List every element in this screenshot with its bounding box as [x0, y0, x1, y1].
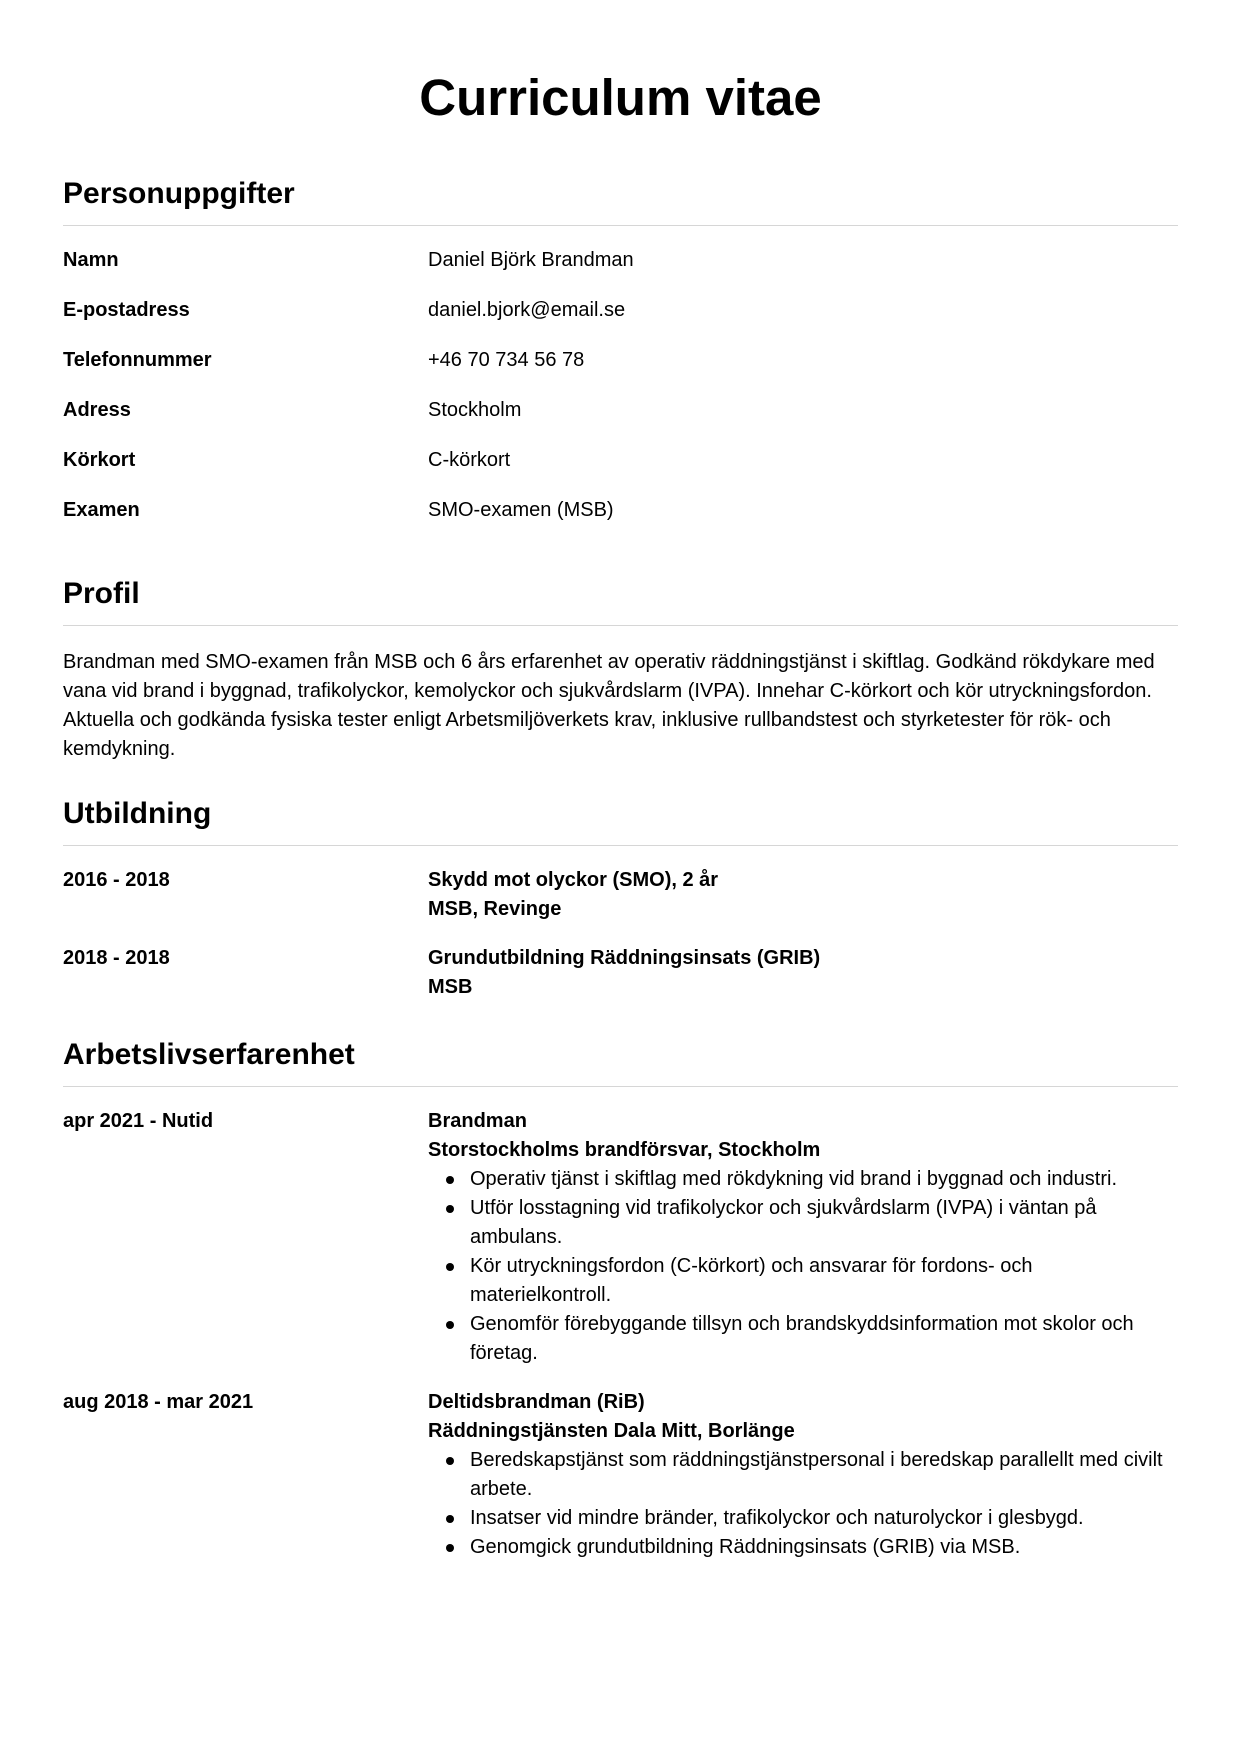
entry-bullet-list [428, 1446, 1178, 1562]
education-section [63, 796, 1178, 1002]
personal-row-phone [63, 346, 1178, 396]
entry-title: Skydd mot olyckor (SMO), 2 år [428, 869, 719, 891]
bullet-item [428, 1165, 1178, 1194]
bullet-text: Beredskapstjänst som räddningstjänstpersonal i beredskap parallellt med civilt arbete. [470, 1449, 1163, 1500]
profile-text: Brandman med SMO-examen från MSB och 6 års erfarenhet av operativ räddningstjänst i skiftlag. Godkänd rökdykare med vana vid brand i byggnad, trafikolyckor, kemolyckor och sjukvårdslarm (IVPA). Innehar C-körkort och kör utryckningsfordon. Aktuella och godkända fysiska tester enligt Arbetsmiljöverkets krav, inklusive rullbandstest och styrketester för rök- och kemdykning. [63, 651, 1155, 760]
personal-info-heading: Personuppgifter [63, 176, 1178, 226]
bullet-icon [446, 1457, 454, 1465]
kv-label: Examen [63, 499, 140, 521]
bullet-text: Utför losstagning vid trafikolyckor och sjukvårdslarm (IVPA) i väntan på ambulans. [470, 1197, 1097, 1248]
experience-entry [63, 1388, 1178, 1562]
bullet-item [428, 1446, 1178, 1504]
bullet-icon [446, 1544, 454, 1552]
kv-label: Adress [63, 399, 131, 421]
bullet-text: Genomgick grundutbildning Räddningsinsats (GRIB) via MSB. [470, 1536, 1021, 1558]
entry-org: MSB, Revinge [428, 898, 562, 920]
entry-date: aug 2018 - mar 2021 [63, 1391, 254, 1413]
personal-row-address [63, 396, 1178, 446]
education-heading: Utbildning [63, 796, 1178, 846]
bullet-icon [446, 1176, 454, 1184]
bullet-icon [446, 1263, 454, 1271]
experience-heading: Arbetslivserfarenhet [63, 1037, 1178, 1087]
entry-date: 2016 - 2018 [63, 869, 170, 891]
entry-title: Grundutbildning Räddningsinsats (GRIB) [428, 947, 821, 969]
profile-heading: Profil [63, 576, 1178, 626]
kv-value: Daniel Björk Brandman [428, 249, 634, 271]
kv-value: daniel.bjork@email.se [428, 299, 626, 321]
bullet-text: Operativ tjänst i skiftlag med rökdykning vid brand i byggnad och industri. [470, 1168, 1118, 1190]
personal-row-license [63, 446, 1178, 496]
bullet-text: Insatser vid mindre bränder, trafikolyckor och naturolyckor i glesbygd. [470, 1507, 1084, 1529]
personal-info-list [63, 226, 1178, 546]
entry-body [428, 944, 1178, 1002]
entry-bullet-list [428, 1165, 1178, 1368]
kv-label: Körkort [63, 449, 136, 471]
bullet-item [428, 1252, 1178, 1310]
kv-value: SMO-examen (MSB) [428, 499, 614, 521]
profile-section [63, 576, 1178, 764]
entry-body [428, 1107, 1178, 1368]
kv-value: +46 70 734 56 78 [428, 349, 585, 371]
entry-body [428, 866, 1178, 924]
personal-info-section [63, 176, 1178, 546]
education-entry [63, 866, 1178, 924]
kv-value: C-körkort [428, 449, 511, 471]
entry-title: Brandman [428, 1110, 527, 1132]
entry-body [428, 1388, 1178, 1562]
experience-section [63, 1037, 1178, 1562]
entry-org: Räddningstjänsten Dala Mitt, Borlänge [428, 1420, 795, 1442]
kv-label: E-postadress [63, 299, 190, 321]
entry-date: apr 2021 - Nutid [63, 1110, 214, 1132]
personal-row-name [63, 246, 1178, 296]
entry-title: Deltidsbrandman (RiB) [428, 1391, 645, 1413]
personal-row-exam [63, 496, 1178, 546]
bullet-item [428, 1504, 1178, 1533]
personal-row-email [63, 296, 1178, 346]
document-title: Curriculum vitae [419, 69, 822, 126]
bullet-text: Genomför förebyggande tillsyn och brandskyddsinformation mot skolor och företag. [470, 1313, 1134, 1364]
bullet-item [428, 1533, 1178, 1562]
kv-value: Stockholm [428, 399, 522, 421]
experience-entry [63, 1107, 1178, 1368]
bullet-icon [446, 1321, 454, 1329]
entry-org: Storstockholms brandförsvar, Stockholm [428, 1139, 821, 1161]
bullet-item [428, 1194, 1178, 1252]
bullet-icon [446, 1205, 454, 1213]
bullet-icon [446, 1515, 454, 1523]
entry-org: MSB [428, 976, 473, 998]
education-entry [63, 944, 1178, 1002]
kv-label: Telefonnummer [63, 349, 212, 371]
bullet-item [428, 1310, 1178, 1368]
bullet-text: Kör utryckningsfordon (C-körkort) och ansvarar för fordons- och materielkontroll. [470, 1255, 1033, 1306]
kv-label: Namn [63, 249, 119, 271]
entry-date: 2018 - 2018 [63, 947, 170, 969]
